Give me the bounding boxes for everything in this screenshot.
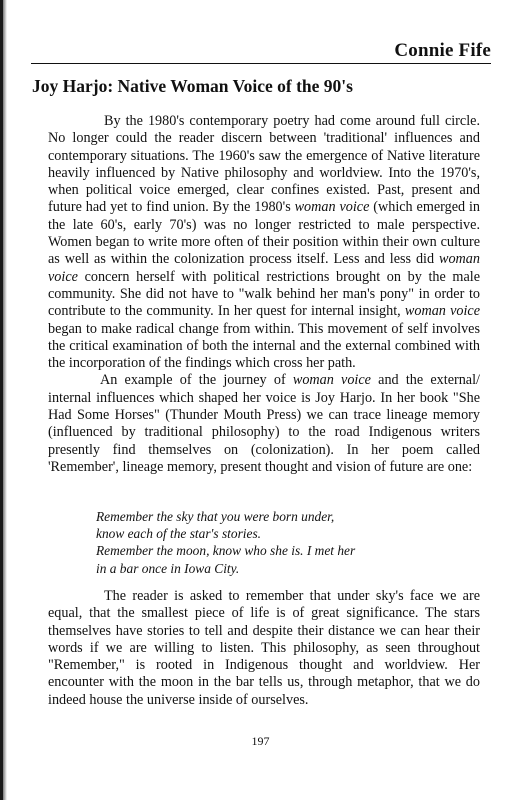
- paragraph-3: The reader is asked to remember that under sky's face we are equal, that the smallest piece of life is of great significance. The stars themselves have stories to tell and despite their distance we can hear their words if we are willing to listen. This philosophy, as seen throughout "Remember," is rooted in Indigenous thought and worldview. Her encounter with the moon in the bar tells us, through metaphor, that we do indeed house the universe inside of ourselves.: [48, 588, 480, 708]
- article-title: Joy Harjo: Native Woman Voice of the 90's: [32, 76, 353, 96]
- header-rule: [31, 63, 491, 64]
- running-head: Connie Fife: [394, 40, 491, 61]
- binding-shadow: [3, 0, 7, 800]
- poem-line: know each of the star's stories.: [96, 526, 262, 542]
- poem-line: Remember the sky that you were born under,: [96, 509, 335, 524]
- body-text-upper: [48, 113, 480, 476]
- poem-line: Remember the moon, know who she is. I met her: [96, 543, 356, 559]
- poem-excerpt: [96, 508, 355, 577]
- page-number: 197: [251, 734, 270, 748]
- paragraph-1: By the 1980's contemporary poetry had come around full circle. No longer could the reader discern between 'traditional' influences and contemporary situations. The 1960's saw the emergence of Native literature heavily influenced by Native philosophy and worldview. Into the 1970's, when political voice emerged, clear confines existed. Past, present and future had yet to find union. By the 1980's woman voice (which emerged in the late 60's, early 70's) was no longer restricted to male perspective. Women began to write more often of their position within their own culture as well as within the colonization process itself. Less and less did woman voice concern herself with political restrictions brought on by the male community. She did not have to "walk behind her man's pony" in order to contribute to the community. In her quest for internal insight, woman voice began to make radical change from within. This movement of self involves the critical examination of both the internal and the external combined with the incorporation of the findings which cross her path.: [48, 113, 481, 372]
- poem-line: in a bar once in Iowa City.: [96, 560, 240, 576]
- body-text-lower: [48, 588, 480, 709]
- paragraph-2: An example of the journey of woman voice and the external/ internal influences which shaped her voice is Joy Harjo. In her book "She Had Some Horses" (Thunder Mouth Press) we can trace lineage memory (influenced by traditional philosophy) to the road Indigenous writers presently find themselves on (colonization). In her poem called 'Remember', lineage memory, present thought and vision of future are one:: [48, 372, 480, 475]
